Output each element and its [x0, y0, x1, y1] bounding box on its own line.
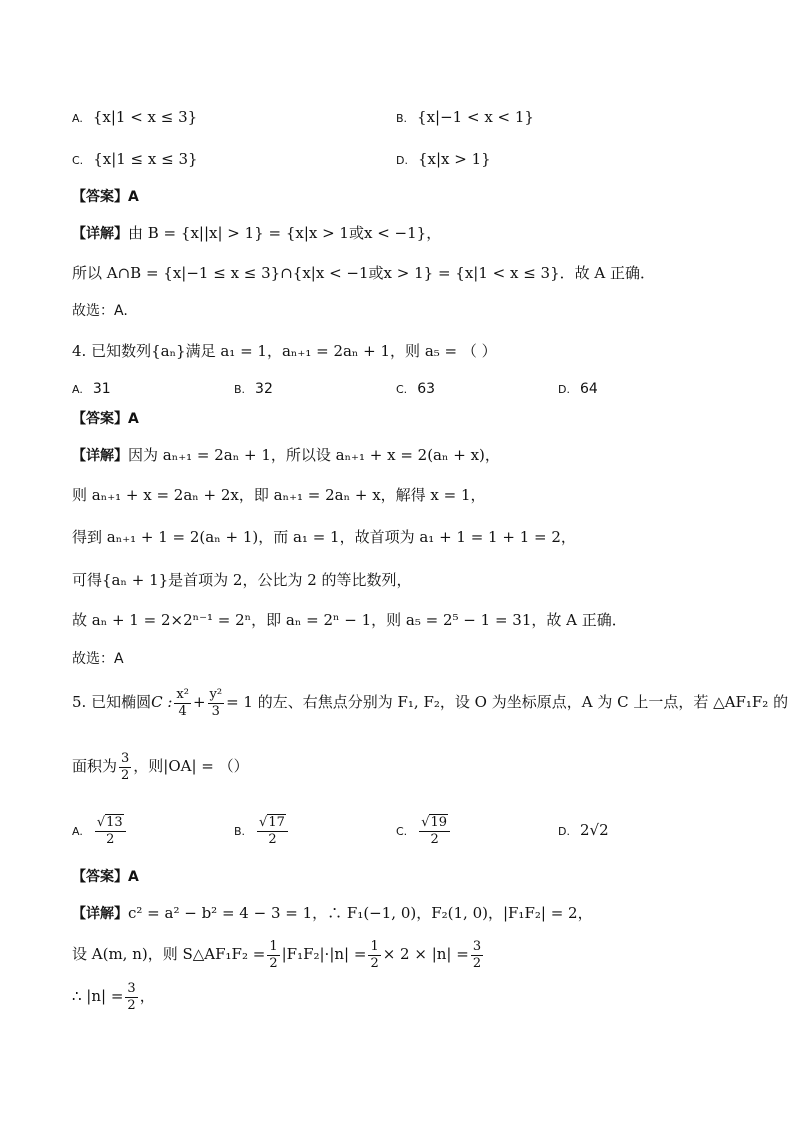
fraction-numerator: √17: [257, 815, 288, 832]
q4-option-b: [234, 377, 273, 401]
q5-detail-1: [72, 902, 593, 925]
q4-choose: 故选：A: [72, 651, 124, 667]
q5-detail-3: [72, 978, 155, 1014]
option-text: 31: [92, 381, 111, 397]
fraction-denominator: 4: [178, 703, 187, 719]
q3-option-c: [72, 148, 198, 172]
fraction-numerator: 3: [121, 750, 130, 766]
detail-text: c² = a² − b² = 4 − 3 = 1，∴ F₁(−1, 0)，F₂(1, 0)，|F₁F₂| = 2，: [128, 904, 593, 922]
q4-option-d: [558, 377, 598, 401]
detail-tag: 【详解】: [72, 448, 128, 464]
option-label: D.: [558, 383, 570, 396]
fraction-area: [125, 981, 137, 1014]
sqrt-fraction: [95, 815, 126, 848]
option-label: D.: [558, 825, 570, 838]
fraction-numerator: 1: [269, 938, 278, 954]
fraction-denominator: 2: [472, 955, 482, 971]
q4-detail-4: 可得{aₙ + 1}是首项为 2，公比为 2 的等比数列，: [72, 571, 412, 589]
q4-stem: 4. 已知数列{aₙ}满足 a₁ = 1，aₙ₊₁ = 2aₙ + 1，则 a₅ = （ ）: [72, 342, 497, 360]
q3-option-b: [396, 106, 534, 130]
fraction-numerator: √13: [95, 815, 126, 832]
fraction-numerator: x²: [176, 686, 189, 702]
q4-detail-3: 得到 aₙ₊₁ + 1 = 2(aₙ + 1)，而 a₁ = 1，故首项为 a₁ + 1 = 1 + 1 = 2，: [72, 528, 576, 546]
q5-option-d: [558, 812, 609, 850]
q3-choose: 故选：A.: [72, 303, 128, 319]
option-math: {x|x > 1}: [417, 150, 491, 168]
fraction-numerator: y²: [209, 686, 223, 702]
option-label: C.: [396, 825, 408, 838]
q5-answer: 【答案】A: [72, 869, 139, 885]
fraction-numerator: √19: [419, 815, 450, 832]
fraction-denominator: 3: [211, 703, 220, 719]
q5-stem-line-1: 5. 已知椭圆C : $\frac{\text{x²}}{4}$ + $\frac{\text{y²}}{3}$ = 1 的左、右焦点分别为 F₁, F₂，设 O 为坐标原点，A 为 C 上一点，若 △AF₁F₂ 的: [72, 686, 789, 719]
ellipse-name: C :: [151, 693, 173, 711]
fraction-area: [119, 751, 131, 784]
option-label: B.: [234, 383, 246, 396]
q5-stem-d: ，则|OA| = （）: [133, 757, 249, 775]
q5-option-c: [396, 812, 452, 850]
option-label: A.: [72, 383, 83, 396]
option-label: C.: [72, 154, 84, 167]
q4-answer: 【答案】A: [72, 411, 139, 427]
q5-detail-2: [72, 936, 485, 972]
sqrt-fraction: [257, 815, 288, 848]
detail-text: 因为 aₙ₊₁ = 2aₙ + 1，所以设 aₙ₊₁ + x = 2(aₙ + x)，: [128, 446, 500, 464]
q4-option-c: [396, 377, 435, 401]
q4-detail-2: 则 aₙ₊₁ + x = 2aₙ + 2x，即 aₙ₊₁ = 2aₙ + x，解得 x = 1，: [72, 486, 486, 504]
fraction-half: [368, 939, 380, 972]
detail-text: 由 B = {x||x| > 1} = {x|x > 1或x < −1}，: [128, 224, 442, 242]
q5-stem-b: = 1 的左、右焦点分别为 F₁, F₂，设 O 为坐标原点，A 为 C 上一点，若 △AF₁F₂ 的: [226, 693, 789, 711]
radicand: 13: [106, 814, 123, 830]
q4-detail-1: [72, 444, 500, 467]
detail-text: × 2 × |n| =: [382, 945, 469, 963]
option-math: {x|1 < x ≤ 3}: [92, 108, 198, 126]
fraction-numerator: 3: [127, 980, 136, 996]
fraction-denominator: 2: [268, 831, 277, 847]
q4-option-a: [72, 377, 111, 401]
fraction-denominator: 2: [106, 831, 115, 847]
option-label: B.: [234, 825, 246, 838]
detail-text: ，: [139, 987, 155, 1005]
q3-answer: 【答案】A: [72, 189, 139, 205]
q3-option-a: [72, 106, 197, 130]
fraction-denominator: 2: [430, 831, 439, 847]
option-text: 64: [579, 381, 598, 397]
fraction-denominator: 2: [121, 767, 130, 783]
fraction-denominator: 2: [127, 997, 136, 1013]
detail-text: |F₁F₂|·|n| =: [281, 945, 367, 963]
detail-tag: 【详解】: [72, 906, 128, 922]
detail-text: ∴ |n| =: [72, 987, 124, 1005]
q3-detail-2: 所以 A∩B = {x|−1 ≤ x ≤ 3}∩{x|x < −1或x > 1} = {x|1 < x ≤ 3}．故 A 正确．: [72, 264, 656, 282]
option-label: A.: [72, 112, 83, 125]
fraction-y: [208, 687, 225, 720]
detail-text: 设 A(m, n)，则 S△AF₁F₂ =: [72, 945, 266, 963]
detail-tag: 【详解】: [72, 226, 128, 242]
sqrt-fraction: [419, 815, 450, 848]
option-text: 63: [417, 381, 436, 397]
radicand: 19: [430, 814, 448, 830]
fraction-half: [267, 939, 279, 972]
option-text: 2√2: [579, 821, 609, 839]
radicand: 17: [268, 814, 285, 830]
fraction-area: [471, 939, 483, 972]
option-text: 32: [255, 381, 273, 397]
q5-stem-c: 面积为: [72, 757, 118, 775]
q4-detail-5: 故 aₙ + 1 = 2×2ⁿ⁻¹ = 2ⁿ，即 aₙ = 2ⁿ − 1，则 a₅ = 2⁵ − 1 = 31，故 A 正确．: [72, 611, 627, 629]
fraction-denominator: 2: [370, 955, 379, 971]
q5-option-b: [234, 812, 290, 850]
q5-stem-line-2: [72, 748, 249, 784]
option-label: D.: [396, 154, 408, 167]
option-label: A.: [72, 825, 83, 838]
q3-detail-1: [72, 222, 441, 245]
option-label: C.: [396, 383, 408, 396]
option-math: {x|1 ≤ x ≤ 3}: [93, 150, 198, 168]
option-math: {x|−1 < x < 1}: [417, 108, 534, 126]
q5-option-a: [72, 812, 128, 850]
option-label: B.: [396, 112, 408, 125]
fraction-denominator: 2: [269, 955, 278, 971]
fraction-numerator: 3: [472, 938, 482, 954]
q3-option-d: [396, 148, 491, 172]
q5-stem-a: 5. 已知椭圆: [72, 693, 152, 711]
fraction-x: [174, 687, 191, 720]
fraction-numerator: 1: [370, 938, 379, 954]
